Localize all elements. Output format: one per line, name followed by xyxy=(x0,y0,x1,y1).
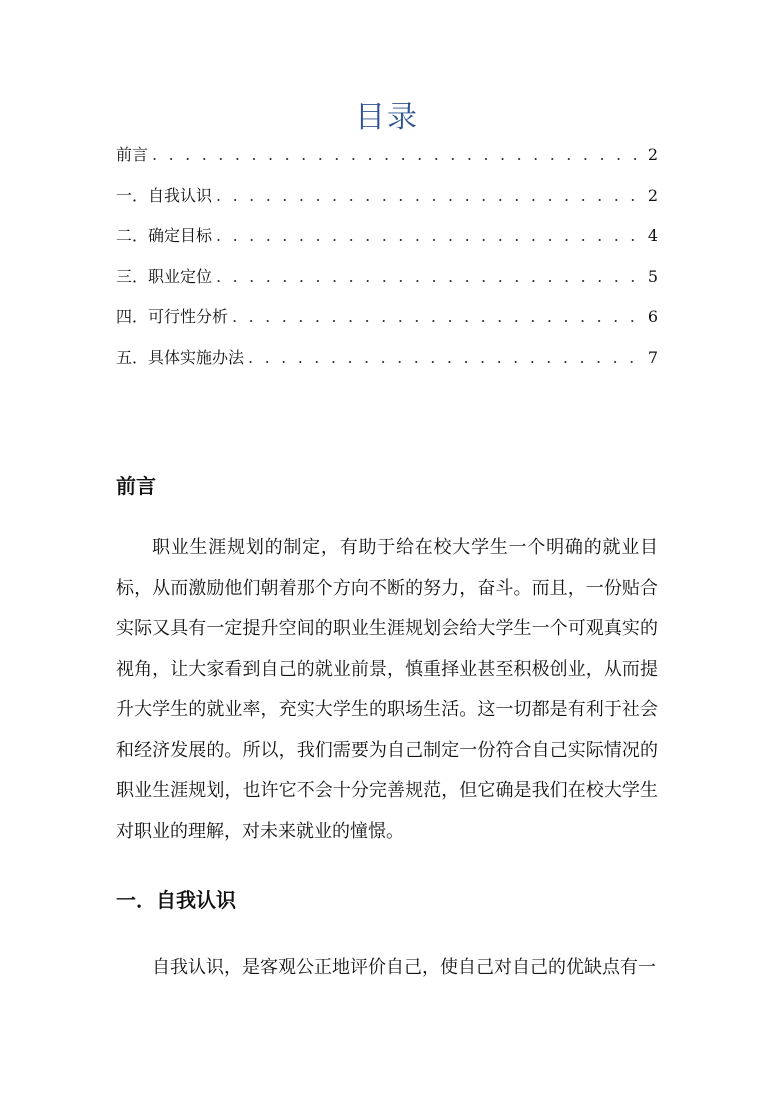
toc-entry-label: 二．确定目标 xyxy=(116,226,213,246)
toc-entry-page: 7 xyxy=(647,347,658,367)
toc-entry-label: 四．可行性分析 xyxy=(116,307,229,327)
toc-entry-label: 三．职业定位 xyxy=(116,266,213,286)
toc-dot-leader xyxy=(152,142,642,168)
toc-entry-label: 五．具体实施办法 xyxy=(116,347,245,367)
toc-dot-leader xyxy=(232,304,642,330)
toc-entry-label: 前言 xyxy=(116,145,149,164)
table-of-contents xyxy=(116,142,658,386)
self-knowledge-paragraph: 自我认识，是客观公正地评价自己，使自己对自己的优缺点有一 xyxy=(152,957,656,978)
toc-entry-self-knowledge[interactable] xyxy=(116,183,658,224)
toc-entry-page: 2 xyxy=(647,185,658,205)
toc-entry-page: 5 xyxy=(647,266,658,286)
preface-paragraph: 职业生涯规划的制定，有助于给在校大学生一个明确的就业目标，从而激励他们朝着那个方向不断的努力，奋斗。而且，一份贴合实际又具有一定提升空间的职业生涯规划会给大学生一个可观真实的视角，让大家看到自己的就业前景，慎重择业甚至积极创业，从而提升大学生的就业率，充实大学生的职场生活。这一切都是有利于社会和经济发展的。所以，我们需要为自己制定一份符合自己实际情况的职业生涯规划，也许它不会十分完善规范，但它确是我们在校大学生对职业的理解，对未来就业的憧憬。 xyxy=(116,537,658,842)
section-heading-preface: 前言 xyxy=(116,474,156,498)
toc-dot-leader xyxy=(216,223,642,249)
toc-entry-goals[interactable] xyxy=(116,223,658,264)
toc-dot-leader xyxy=(248,345,642,371)
toc-entry-page: 4 xyxy=(647,226,658,246)
section-heading-self-knowledge: 一．自我认识 xyxy=(116,888,236,912)
toc-dot-leader xyxy=(216,264,642,290)
toc-entry-label: 一．自我认识 xyxy=(116,185,213,205)
toc-entry-page: 6 xyxy=(647,307,658,327)
toc-entry-preface[interactable] xyxy=(116,142,658,183)
toc-entry-page: 2 xyxy=(647,145,658,164)
toc-dot-leader xyxy=(216,183,642,209)
toc-title: 目录 xyxy=(355,100,419,135)
toc-entry-implementation[interactable] xyxy=(116,345,658,386)
toc-entry-feasibility[interactable] xyxy=(116,304,658,345)
toc-entry-career-positioning[interactable] xyxy=(116,264,658,305)
